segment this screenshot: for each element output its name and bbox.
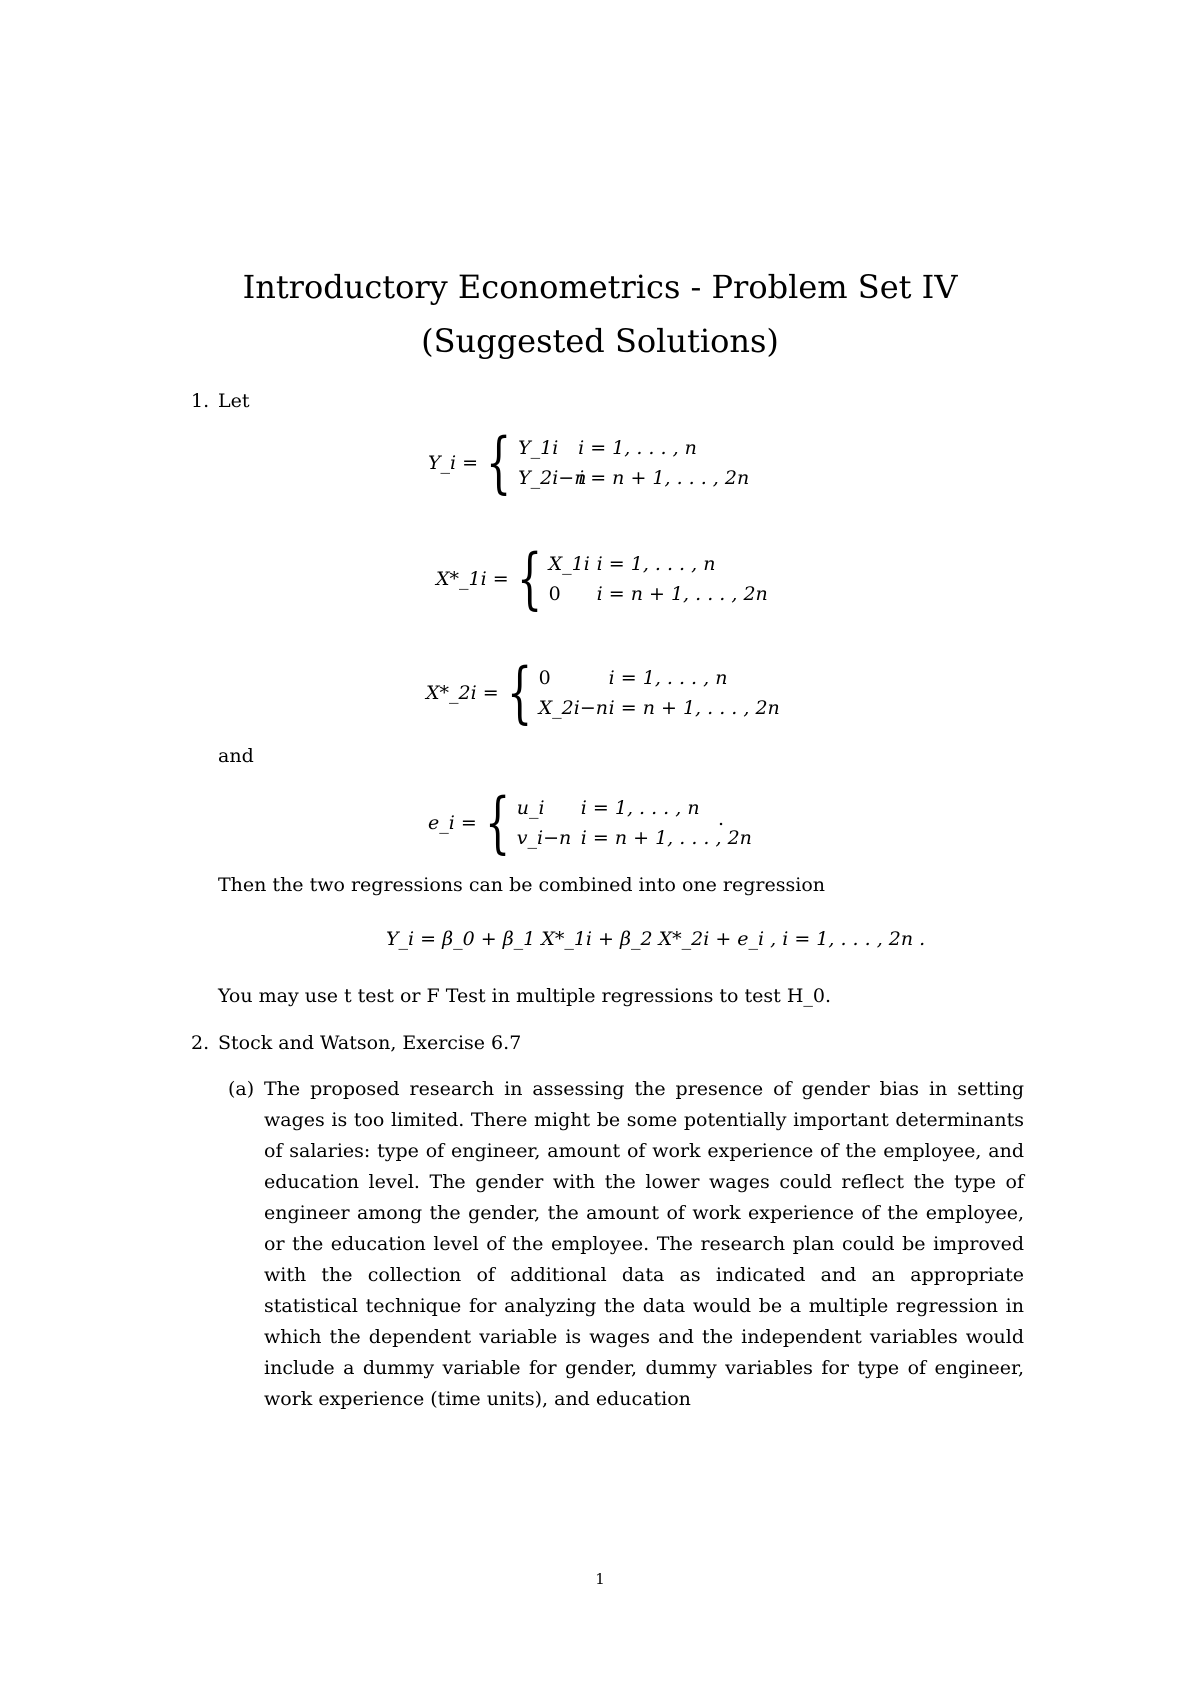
equation-e-cases	[428, 784, 752, 861]
q1-intro: Let	[218, 390, 250, 412]
eq-x1-r1b: i = 1, . . . , n	[596, 553, 716, 575]
left-brace: {	[516, 540, 542, 617]
eq-y-r1b: i = 1, . . . , n	[578, 437, 697, 459]
q2-part-a-text: The proposed research in assessing the presence of gender bias in setting wages is too limited. There might be some potentially important determinants of salaries: type of engineer, amount of work experience of the employee, and education level. The gender with the lower wages could reflect the type of engineer among the gender, the amount of work experience of the employee, or the education level of the employee. The research plan could be improved with the collection of additional data as indicated and an appropriate statistical technique for analyzing the data would be a multiple regression in which the dependent variable is wages and the independent variables would include a dummy variable for gender, dummy variables for type of engineer, work experience (time units), and education	[264, 1078, 1024, 1410]
eq-x2-r1a: 0	[538, 667, 551, 689]
left-brace: {	[506, 654, 532, 731]
eq-y-r2b: i = n + 1, . . . , 2n	[578, 467, 750, 489]
q2-number: 2.	[191, 1032, 210, 1054]
eq-x2-r2b: i = n + 1, . . . , 2n	[608, 697, 780, 719]
eq-e-r1a: u_i	[516, 797, 545, 819]
eq-x2-r2a: X_2i−n	[538, 697, 609, 719]
left-brace: {	[486, 424, 512, 501]
eq-e-lhs: e_i =	[428, 812, 477, 834]
eq-x1-r2b: i = n + 1, . . . , 2n	[596, 583, 768, 605]
eq-e-r2a: v_i−n	[516, 827, 572, 849]
q1-and: and	[218, 745, 254, 767]
eq-y-lhs: Y_i =	[428, 452, 479, 474]
eq-x1-r2a: 0	[548, 583, 561, 605]
equation-x2-cases	[426, 654, 780, 731]
q2-heading: Stock and Watson, Exercise 6.7	[218, 1032, 522, 1054]
q1-combine-text: Then the two regressions can be combined into one regression	[218, 874, 825, 896]
eq-e-trailing-dot: .	[718, 808, 725, 830]
eq-e-r1b: i = 1, . . . , n	[580, 797, 700, 819]
left-brace: {	[484, 784, 510, 861]
equation-x1-cases	[436, 540, 768, 617]
eq-x1-r1a: X_1i	[548, 553, 590, 575]
eq-x1-lhs: X*_1i =	[436, 568, 509, 590]
eq-x2-r1b: i = 1, . . . , n	[608, 667, 728, 689]
page-number: 1	[595, 1570, 605, 1588]
q2-part-a-label: (a)	[228, 1078, 255, 1100]
equation-y-cases	[428, 424, 750, 501]
eq-y-r1a: Y_1i	[518, 437, 559, 459]
combined-regression: Y_i = β_0 + β_1 X*_1i + β_2 X*_2i + e_i , i = 1, . . . , 2n .	[386, 928, 926, 950]
q1-number: 1.	[191, 390, 210, 412]
title-line-2: (Suggested Solutions)	[421, 322, 779, 360]
title-line-1: Introductory Econometrics - Problem Set IV	[242, 268, 958, 306]
eq-e-r2b: i = n + 1, . . . , 2n	[580, 827, 752, 849]
eq-x2-lhs: X*_2i =	[426, 682, 499, 704]
eq-y-r2a: Y_2i−n	[518, 467, 587, 489]
q1-test-text: You may use t test or F Test in multiple regressions to test H_0.	[218, 985, 832, 1007]
